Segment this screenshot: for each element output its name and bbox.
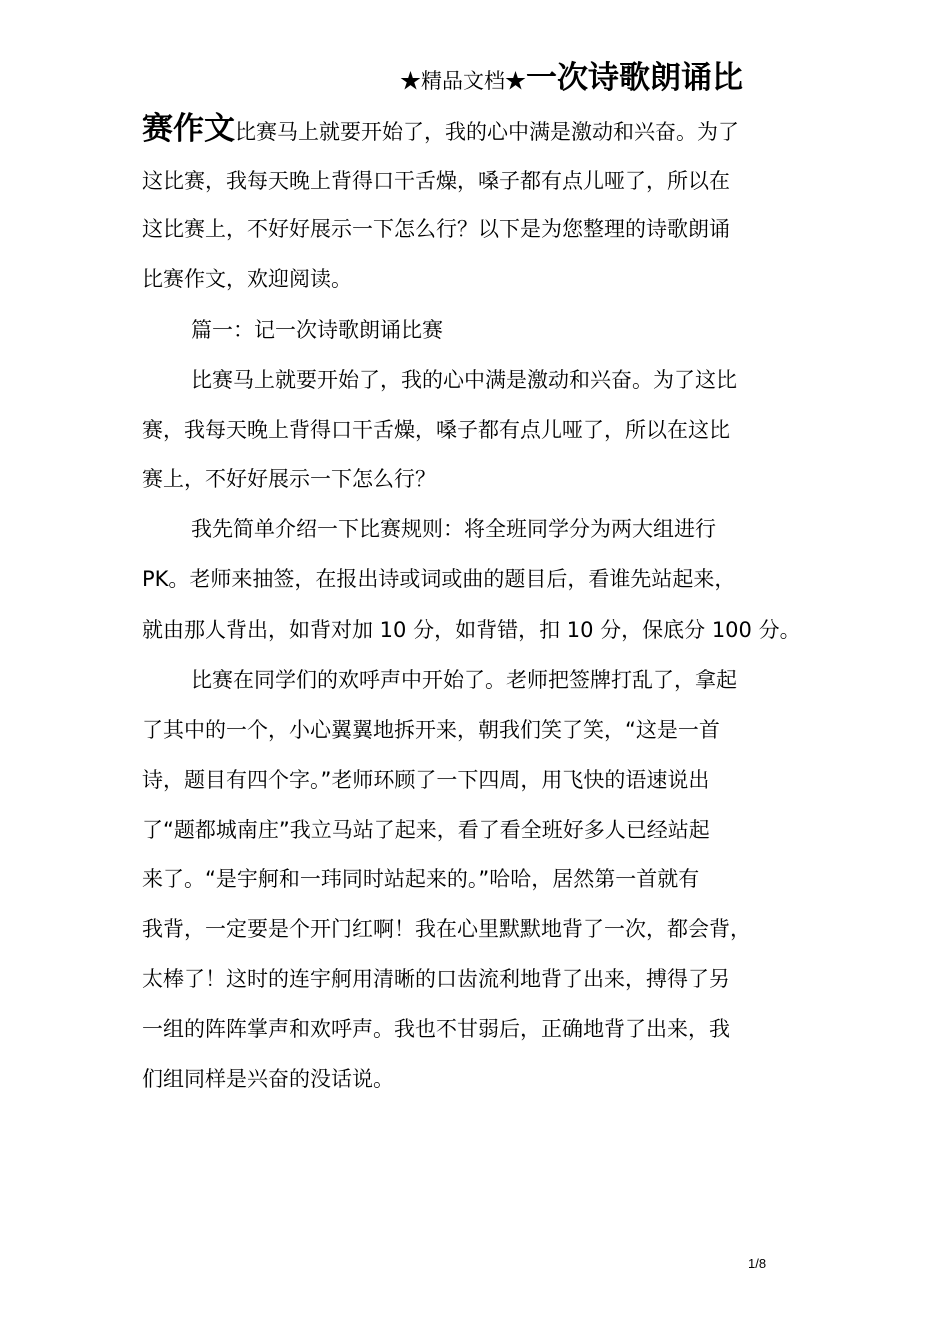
paragraph-1-line-2: 赛，我每天晚上背得口干舌燥，嗓子都有点儿哑了，所以在这比 [142,418,730,442]
paragraph-2-line-3: 就由那人背出，如背对加 10 分，如背错，扣 10 分，保底分 100 分。 [142,618,801,642]
paragraph-2-line-1: 我先简单介绍一下比赛规则：将全班同学分为两大组进行 [191,517,716,541]
title-part-1: 一次诗歌朗诵比 [526,60,743,96]
section-heading: 篇一：记一次诗歌朗诵比赛 [191,318,443,342]
paragraph-3-line-8: 一组的阵阵掌声和欢呼声。我也不甘弱后，正确地背了出来，我 [142,1017,730,1041]
paragraph-3-line-7: 太棒了！这时的连宇舸用清晰的口齿流利地背了出来，搏得了另 [142,967,730,991]
intro-line-2: 这比赛，我每天晚上背得口干舌燥，嗓子都有点儿哑了，所以在 [142,169,730,193]
paragraph-3-line-2: 了其中的一个，小心翼翼地拆开来，朝我们笑了笑，“这是一首 [142,718,720,742]
paragraph-3-line-1: 比赛在同学们的欢呼声中开始了。老师把签牌打乱了，拿起 [191,668,737,692]
title-continuation-line [142,108,739,155]
document-header [400,58,743,103]
header-tag: ★精品文档★ [400,69,526,93]
paragraph-3-line-3: 诗，题目有四个字。”老师环顾了一下四周，用飞快的语速说出 [142,768,710,792]
paragraph-1-line-3: 赛上，不好好展示一下怎么行？ [142,467,436,491]
intro-line-1: 比赛马上就要开始了，我的心中满是激动和兴奋。为了 [235,120,739,144]
paragraph-3-line-4: 了“题都城南庄”我立马站了起来，看了看全班好多人已经站起 [142,818,710,842]
intro-line-4: 比赛作文，欢迎阅读。 [142,267,352,291]
paragraph-3-line-5: 来了。“是宇舸和一玮同时站起来的。”哈哈，居然第一首就有 [142,867,700,891]
paragraph-3-line-6: 我背，一定要是个开门红啊！我在心里默默地背了一次，都会背， [142,917,751,941]
page-number: 1/8 [748,1256,767,1271]
paragraph-3-line-9: 们组同样是兴奋的没话说。 [142,1067,394,1091]
title-part-2: 赛作文 [142,111,235,147]
intro-line-3: 这比赛上，不好好展示一下怎么行？以下是为您整理的诗歌朗诵 [142,217,730,241]
paragraph-2-line-2: PK。老师来抽签，在报出诗或词或曲的题目后，看谁先站起来， [142,567,736,591]
paragraph-1-line-1: 比赛马上就要开始了，我的心中满是激动和兴奋。为了这比 [191,368,737,392]
